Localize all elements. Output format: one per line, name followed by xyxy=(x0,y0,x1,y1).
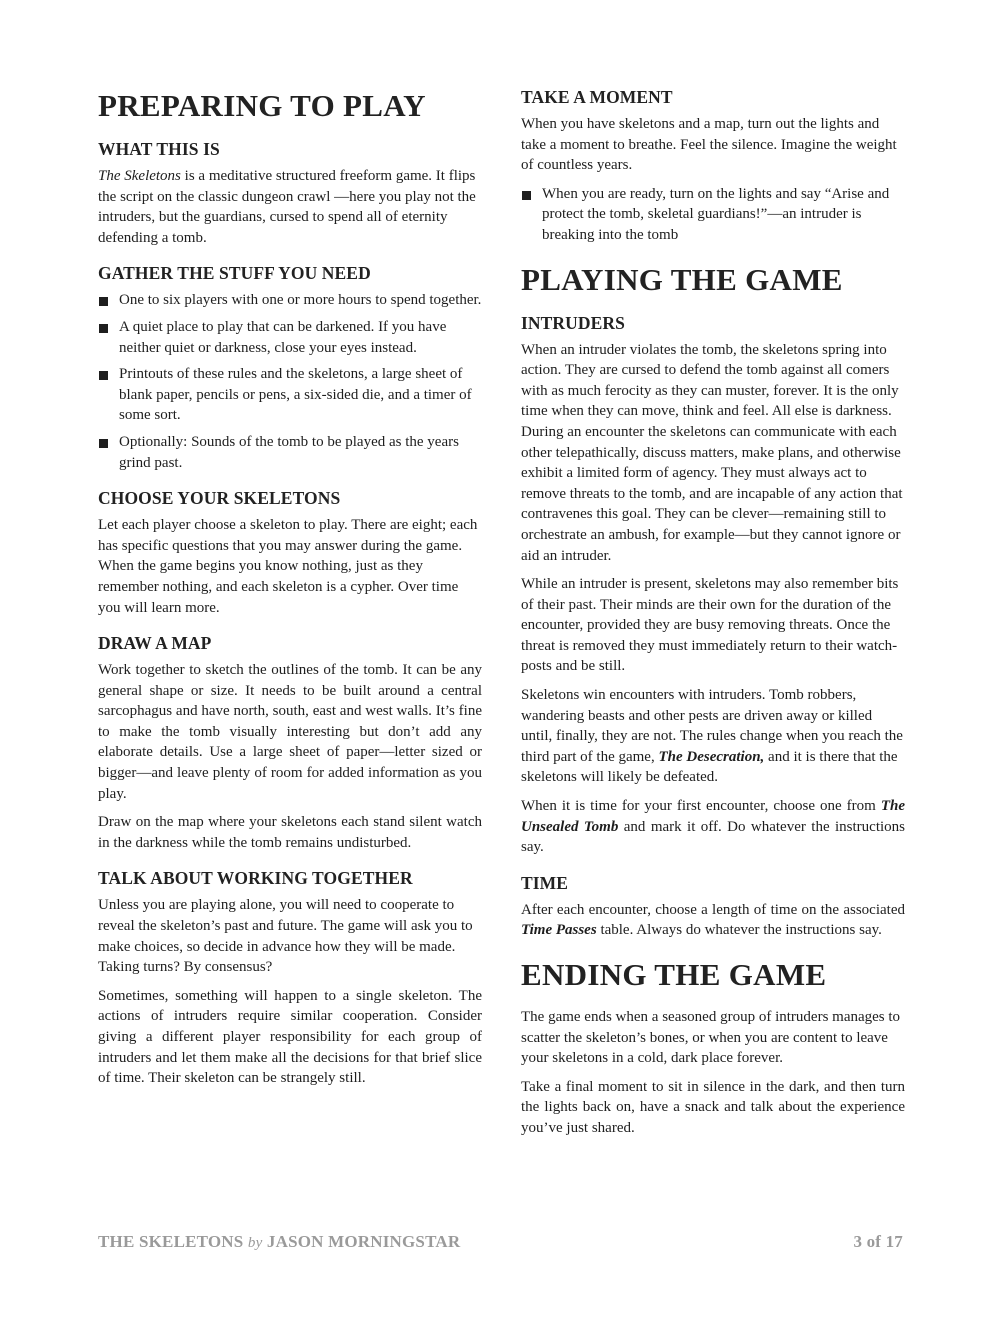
preparing-title: PREPARING TO PLAY xyxy=(98,88,426,123)
footer-credit xyxy=(98,1232,460,1252)
square-bullet-icon xyxy=(99,324,108,333)
square-bullet-icon xyxy=(99,439,108,448)
list-item-text: When you are ready, turn on the lights and say “Arise and protect the tomb, skeletal guardians!”—an intruder is breaking into the tomb xyxy=(542,185,890,243)
list-item xyxy=(521,184,905,246)
list-item xyxy=(98,364,482,426)
footer-title: THE SKELETONS xyxy=(98,1232,244,1251)
intruders-p4-a: When it is time for your first encounter, choose one from xyxy=(521,798,881,815)
draw-map-p2: Draw on the map where your skeletons each stand silent watch in the darkness while the tomb remains undisturbed. xyxy=(98,814,482,851)
list-item-text: Printouts of these rules and the skeletons, a large sheet of blank paper, pencils or pens, a six-sided die, and a timer of some sort. xyxy=(119,366,472,424)
list-item-text: One to six players with one or more hours to spend together. xyxy=(119,292,482,309)
choose-section xyxy=(98,487,482,618)
intruders-heading: INTRUDERS xyxy=(521,312,625,333)
intruders-p3-b: and it is there that the skeletons will likely be defeated. xyxy=(521,748,898,786)
take-moment-list xyxy=(521,184,905,246)
time-passes-em: Time Passes xyxy=(521,922,597,939)
gather-section xyxy=(98,262,482,473)
intruders-p4-b: and mark it off. Do whatever the instructions say. xyxy=(521,818,906,856)
ending-p2: Take a final moment to sit in silence in the dark, and then turn the lights back on, have a snack and talk about the experience you’ve just shared. xyxy=(521,1078,905,1136)
intruders-p4 xyxy=(521,796,905,858)
talk-p2: Sometimes, something will happen to a single skeleton. The actions of intruders require similar cooperation. Consider giving a different player responsibility for each group of intruders and let them make all the decisions for that brief slice of time. Their skeleton can be strangely still. xyxy=(98,987,482,1087)
page-number: 3 of 17 xyxy=(853,1232,903,1251)
draw-map-p1: Work together to sketch the outlines of the tomb. It can be any general shape or size. It needs to be built around a central sarcophagus and have north, south, east and west walls. It’s fine to make the tomb visually interesting but don’t add any elaborate details. Use a large sheet of paper—letter sized or bigger—and leave plenty of room for added information as you play. xyxy=(98,662,482,802)
what-this-is-body: is a meditative structured freeform game. It flips the script on the classic dungeon crawl —here you play not the intruders, but the guardians, cursed to spend all of eternity defending a tomb. xyxy=(98,168,476,246)
what-this-is-heading: WHAT THIS IS xyxy=(98,139,220,159)
time-text-b: table. Always do whatever the instructions say. xyxy=(596,922,882,939)
take-moment-section xyxy=(521,86,905,246)
unsealed-tomb-em: The Unsealed Tomb xyxy=(521,798,905,835)
gather-list xyxy=(98,290,482,473)
ending-p1: The game ends when a seasoned group of intruders manages to scatter the skeleton’s bones, or when you are content to leave your skeletons in a cold, dark place forever. xyxy=(521,1009,901,1067)
list-item-text: Optionally: Sounds of the tomb to be played as the years grind past. xyxy=(119,433,459,471)
what-this-is-text xyxy=(98,166,482,248)
choose-heading: CHOOSE YOUR SKELETONS xyxy=(98,488,341,509)
list-item xyxy=(98,432,482,473)
list-item xyxy=(98,290,482,311)
left-column xyxy=(98,86,482,1103)
square-bullet-icon xyxy=(99,297,108,306)
list-item xyxy=(98,317,482,358)
intruders-p3-a: Skeletons win encounters with intruders. Tomb robbers, wandering beasts and other pests are driven away or killed until, finally, they are not. The rules change when you reach the third part of the game, xyxy=(521,687,903,765)
time-text-a: After each encounter, choose a length of time on the associated xyxy=(521,901,905,918)
time-text xyxy=(521,900,905,941)
intruders-p2: While an intruder is present, skeletons may also remember bits of their past. Their minds are their own for the duration of the encounter, provided they are busy removing threats. Once the threat is removed they must immediately return to their watch-posts and be still. xyxy=(521,576,899,675)
footer-by: by xyxy=(247,1235,263,1251)
draw-map-heading: DRAW A MAP xyxy=(98,633,212,654)
right-column xyxy=(521,86,905,1153)
ending-section xyxy=(521,1007,905,1139)
square-bullet-icon xyxy=(99,371,108,380)
talk-p1: Unless you are playing alone, you will need to cooperate to reveal the skeleton’s past and future. The game will ask you to make choices, so decide in advance how they will be made. Taking turns? By consensus? xyxy=(98,897,473,976)
choose-text: Let each player choose a skeleton to play. There are eight; each has specific questions that you may answer during the game. When the game begins you know nothing, just as they remember nothing, and each skeleton is a cypher. Over time you will learn more. xyxy=(98,517,478,616)
footer-author: JASON MORNINGSTAR xyxy=(266,1232,461,1251)
take-moment-heading: TAKE A MOMENT xyxy=(521,87,673,107)
talk-section xyxy=(98,867,482,1088)
game-title-em: The Skeletons xyxy=(98,168,181,184)
draw-map-section xyxy=(98,632,482,853)
take-moment-text: When you have skeletons and a map, turn out the lights and take a moment to breathe. Feel the silence. Imagine the weight of countless years. xyxy=(521,116,897,174)
desecration-em: The Desecration, xyxy=(658,748,765,765)
gather-heading: GATHER THE STUFF YOU NEED xyxy=(98,263,371,284)
list-item-text: A quiet place to play that can be darkened. If you have neither quiet or darkness, close your eyes instead. xyxy=(119,318,447,356)
playing-title: PLAYING THE GAME xyxy=(521,261,843,297)
time-section xyxy=(521,872,905,941)
intruders-p3 xyxy=(521,685,905,788)
intruders-p1: When an intruder violates the tomb, the skeletons spring into action. They are cursed to defend the tomb against all comers with as much ferocity as they can muster, forever. It is the only time when they can move, think and feel. All else is darkness. During an encounter the skeletons can communicate with each other telepathically, discuss matters, make plans, and otherwise exhibit a limited form of agency. They must always act to remove threats to the tomb, and are incapable of any action that contravenes this goal. They can be clever—remaining still to orchestrate an ambush, for example—but they cannot ignore or aid an intruder. xyxy=(521,341,903,564)
what-this-is-section xyxy=(98,138,482,248)
ending-title: ENDING THE GAME xyxy=(521,957,827,992)
square-bullet-icon xyxy=(522,191,531,200)
intruders-section xyxy=(521,312,905,858)
talk-heading: TALK ABOUT WORKING TOGETHER xyxy=(98,868,413,889)
time-heading: TIME xyxy=(521,872,569,893)
